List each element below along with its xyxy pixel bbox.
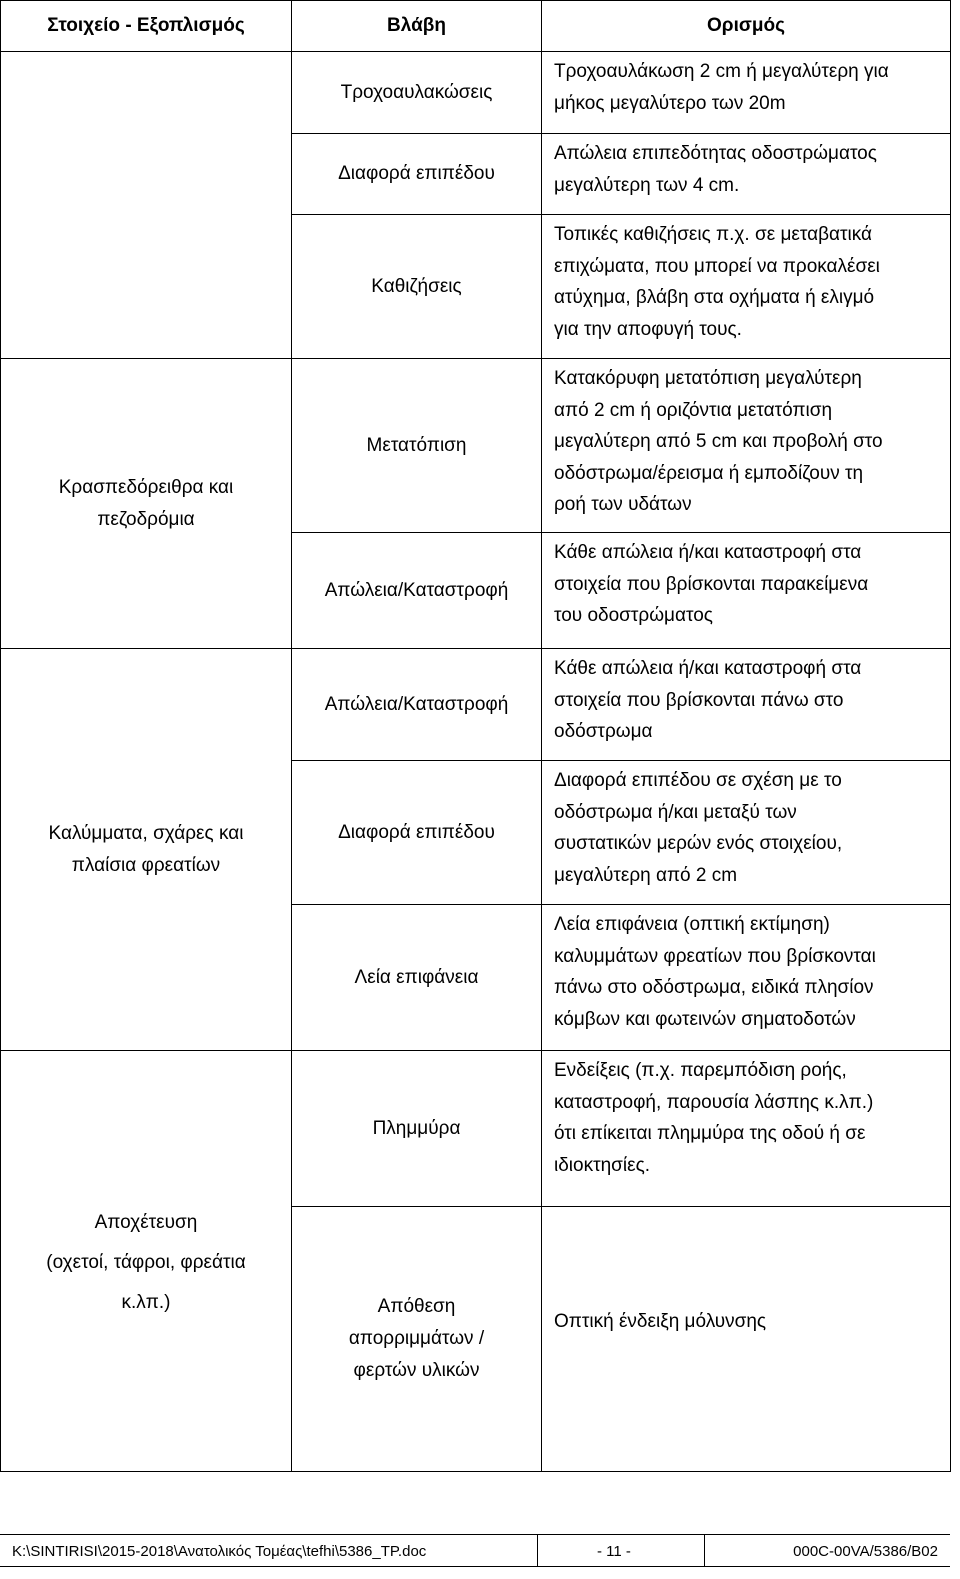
- damage-cell: [292, 215, 542, 359]
- page-footer: [0, 1534, 950, 1567]
- element-cell: [1, 52, 292, 359]
- table-row: [1, 1051, 951, 1207]
- definition-cell: Ενδείξεις (π.χ. παρεμπόδιση ροής, καταστροφή, παρουσία λάσπης κ.λπ.) ότι επίκειται πλημμύρα της οδού ή σε ιδιοκτησίες.: [542, 1051, 951, 1207]
- element-label: Καλύμματα, σχάρες και πλαίσια φρεατίων: [48, 822, 244, 876]
- definition-cell: Λεία επιφάνεια (οπτική εκτίμηση) καλυμμάτων φρεατίων που βρίσκονται πάνω στο οδόστρωμα, ειδικά πλησίον κόμβων και φωτεινών σηματοδοτών: [542, 905, 951, 1051]
- damage-label: Καθιζήσεις: [371, 275, 462, 297]
- element-cell: [1, 649, 292, 1051]
- definition-cell: Κάθε απώλεια ή/και καταστροφή στα στοιχεία που βρίσκονται παρακείμενα του οδοστρώματος: [542, 533, 951, 649]
- header-row: [1, 1, 951, 52]
- damage-cell: [292, 1051, 542, 1207]
- damage-label: Διαφορά επιπέδου: [338, 821, 495, 843]
- element-cell: [1, 1051, 292, 1472]
- damage-cell: [292, 52, 542, 134]
- damage-cell: [292, 134, 542, 215]
- damage-cell: [292, 359, 542, 533]
- damage-label: Λεία επιφάνεια: [354, 966, 479, 988]
- definition-cell: Τοπικές καθιζήσεις π.χ. σε μεταβατικά επιχώματα, που μπορεί να προκαλέσει ατύχημα, βλάβη στα οχήματα ή ελιγμό για την αποφυγή τους.: [542, 215, 951, 359]
- definition-cell: Κατακόρυφη μετατόπιση μεγαλύτερη από 2 cm ή οριζόντια μετατόπιση μεγαλύτερη από 5 cm και προβολή στο οδόστρωμα/έρεισμα ή εμποδίζουν τη ροή των υδάτων: [542, 359, 951, 533]
- damage-label: Απώλεια/Καταστροφή: [324, 693, 509, 715]
- damage-label: Διαφορά επιπέδου: [338, 163, 495, 184]
- damage-label: Απώλεια/Καταστροφή: [324, 579, 509, 601]
- damage-label: Πλημμύρα: [372, 1117, 461, 1139]
- element-cell: [1, 359, 292, 649]
- damage-cell: [292, 533, 542, 649]
- definition-cell: Τροχοαυλάκωση 2 cm ή μεγαλύτερη για μήκος μεγαλύτερο των 20m: [542, 52, 951, 134]
- definition-cell: Διαφορά επιπέδου σε σχέση με το οδόστρωμα ή/και μεταξύ των συστατικών μερών ενός στοιχείου, μεγαλύτερη από 2 cm: [542, 761, 951, 905]
- table-row: [1, 649, 951, 761]
- damage-cell: [292, 1207, 542, 1472]
- header-damage: Βλάβη: [292, 1, 542, 52]
- footer-page-number: - 11 -: [597, 1543, 631, 1560]
- footer-document-code: 000C-00VA/5386/B02: [793, 1543, 938, 1560]
- definition-cell: Κάθε απώλεια ή/και καταστροφή στα στοιχεία που βρίσκονται πάνω στο οδόστρωμα: [542, 649, 951, 761]
- definition-cell: Απώλεια επιπεδότητας οδοστρώματος μεγαλύτερη των 4 cm.: [542, 134, 951, 215]
- damage-label: Τροχοαυλακώσεις: [340, 81, 493, 103]
- footer-file-path: K:\SINTIRISI\2015-2018\Ανατολικός Τομέας\tefhi\5386_TP.doc: [12, 1543, 427, 1560]
- damage-label: Μετατόπιση: [366, 434, 467, 456]
- footer-divider: [537, 1535, 538, 1566]
- damage-cell: [292, 761, 542, 905]
- element-label: Κρασπεδόρειθρα και πεζοδρόμια: [58, 476, 234, 530]
- header-definition: Ορισμός: [542, 1, 951, 52]
- damage-label: Απόθεση απορριμμάτων / φερτών υλικών: [348, 1296, 485, 1381]
- definition-cell: Οπτική ένδειξη μόλυνσης: [542, 1207, 951, 1472]
- damage-cell: [292, 649, 542, 761]
- table-row: [1, 52, 951, 134]
- table-row: [1, 359, 951, 533]
- damage-cell: [292, 905, 542, 1051]
- footer-divider: [704, 1535, 705, 1566]
- header-element: Στοιχείο - Εξοπλισμός: [1, 1, 292, 52]
- element-label: Αποχέτευση (οχετοί, τάφροι, φρεάτια κ.λπ.): [46, 1212, 246, 1313]
